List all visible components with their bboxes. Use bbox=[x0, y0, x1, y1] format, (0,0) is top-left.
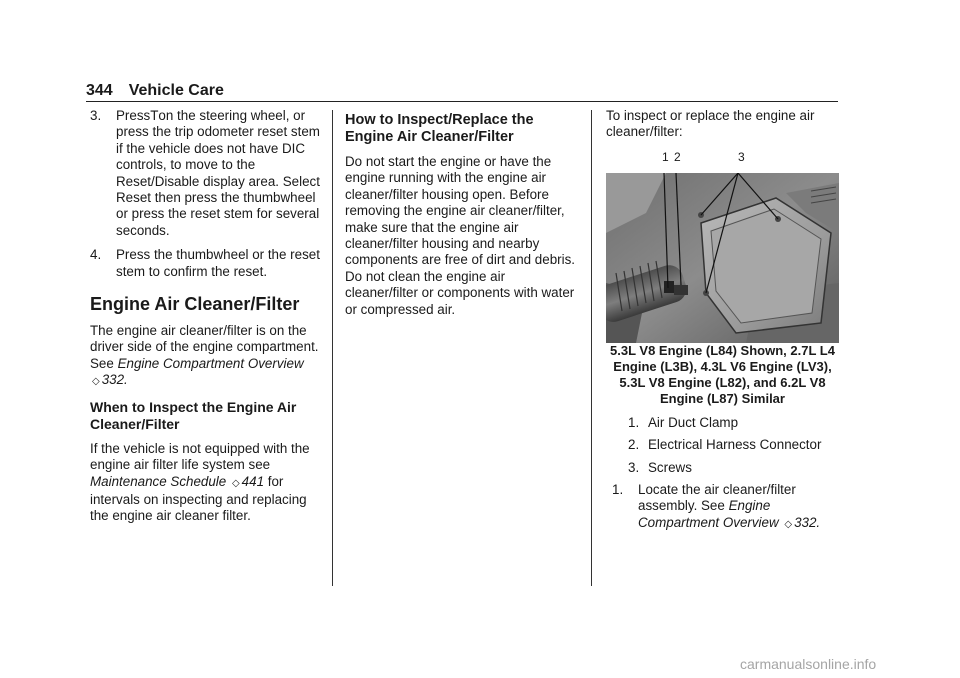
step-text: Locate the air cleaner/filter assembly. See bbox=[638, 482, 796, 514]
sub-heading: When to Inspect the Engine Air Cleaner/Filter bbox=[90, 398, 297, 432]
step-text: Press bbox=[116, 108, 151, 123]
step-3 bbox=[90, 108, 325, 239]
legend-text: Screws bbox=[648, 459, 692, 475]
paragraph-text: The engine air cleaner/filter is on the driver side of the engine compartment. See bbox=[90, 323, 319, 371]
legend-number: 3. bbox=[628, 459, 640, 475]
figure-legend-item-2 bbox=[606, 437, 839, 453]
figure-legend-item-1 bbox=[606, 415, 839, 431]
engine-photo-illustration bbox=[606, 173, 839, 343]
paragraph-text: for intervals on inspecting and replacing the engine air cleaner filter. bbox=[90, 473, 307, 524]
sub-heading: How to Inspect/Replace the Engine Air Cleaner/Filter bbox=[345, 112, 534, 145]
chevron-right-icon: T bbox=[150, 108, 159, 123]
column-3 bbox=[606, 108, 839, 541]
cross-reference-link[interactable]: Engine Compartment Overview bbox=[638, 498, 779, 530]
paragraph: To inspect or replace the engine air cleaner/filter: bbox=[606, 108, 815, 140]
engine-air-cleaner-figure bbox=[606, 173, 839, 343]
callout-label: 2 bbox=[674, 149, 681, 164]
callout-label: 1 bbox=[662, 149, 669, 164]
page-header bbox=[86, 82, 224, 100]
header-rule bbox=[86, 101, 838, 102]
legend-text: Air Duct Clamp bbox=[648, 414, 739, 430]
figure-legend-item-3 bbox=[606, 460, 839, 476]
page-ref-icon: ◇ bbox=[784, 518, 793, 530]
procedure-step-1 bbox=[612, 482, 839, 533]
legend-number: 1. bbox=[628, 414, 640, 430]
cross-reference-link[interactable]: Maintenance Schedule bbox=[90, 473, 227, 489]
page-ref-icon: ◇ bbox=[231, 477, 240, 489]
watermark: carmanualsonline.info bbox=[740, 656, 877, 672]
paragraph: Do not start the engine or have the engine running with the engine air cleaner/filter housing open. Before removing the engine air cleaner/filter, make sure that the engine air cleaner/filter housing and nearby components are free of dirt and debris. Do not clean the engine air cleaner/filter or components with water or compressed air. bbox=[345, 154, 576, 317]
step-number: 4. bbox=[90, 247, 102, 263]
page-ref-icon: ◇ bbox=[92, 376, 100, 388]
cross-reference-link[interactable]: Engine Compartment Overview bbox=[117, 355, 304, 371]
step-4 bbox=[90, 247, 325, 280]
paragraph bbox=[90, 323, 325, 391]
page-ref-number[interactable]: 441 bbox=[241, 473, 265, 489]
page-ref-number[interactable]: 332. bbox=[794, 514, 821, 530]
column-2 bbox=[345, 108, 577, 326]
section-heading: Engine Air Cleaner/Filter bbox=[90, 294, 300, 315]
step-number: 3. bbox=[90, 108, 102, 123]
step-text: on the steering wheel, or press the trip odometer reset stem if the vehicle does not have DIC controls, to move to the Reset/Disable display area. Select Reset then press the thumbwheel or press the reset stem for several seconds. bbox=[116, 108, 320, 238]
callout-label: 3 bbox=[738, 149, 745, 164]
figure-caption: 5.3L V8 Engine (L84) Shown, 2.7L L4 Engine (L3B), 4.3L V6 Engine (LV3), 5.3L V8 Engine (L82), and 6.2L V8 Engine (L87) Similar bbox=[610, 342, 835, 406]
legend-number: 2. bbox=[628, 437, 640, 453]
column-divider-1 bbox=[332, 110, 333, 586]
paragraph bbox=[90, 441, 325, 525]
section-title: Vehicle Care bbox=[128, 82, 224, 99]
column-1 bbox=[90, 108, 325, 533]
step-text: Press the thumbwheel or the reset stem to confirm the reset. bbox=[116, 247, 320, 279]
column-divider-2 bbox=[591, 110, 592, 586]
figure-callout-labels bbox=[606, 149, 839, 167]
page-number: 344 bbox=[86, 82, 113, 99]
step-number: 1. bbox=[612, 482, 624, 498]
paragraph-text: If the vehicle is not equipped with the engine air filter life system see bbox=[90, 440, 310, 473]
legend-text: Electrical Harness Connector bbox=[648, 437, 822, 453]
page-ref-number[interactable]: 332. bbox=[101, 372, 128, 388]
